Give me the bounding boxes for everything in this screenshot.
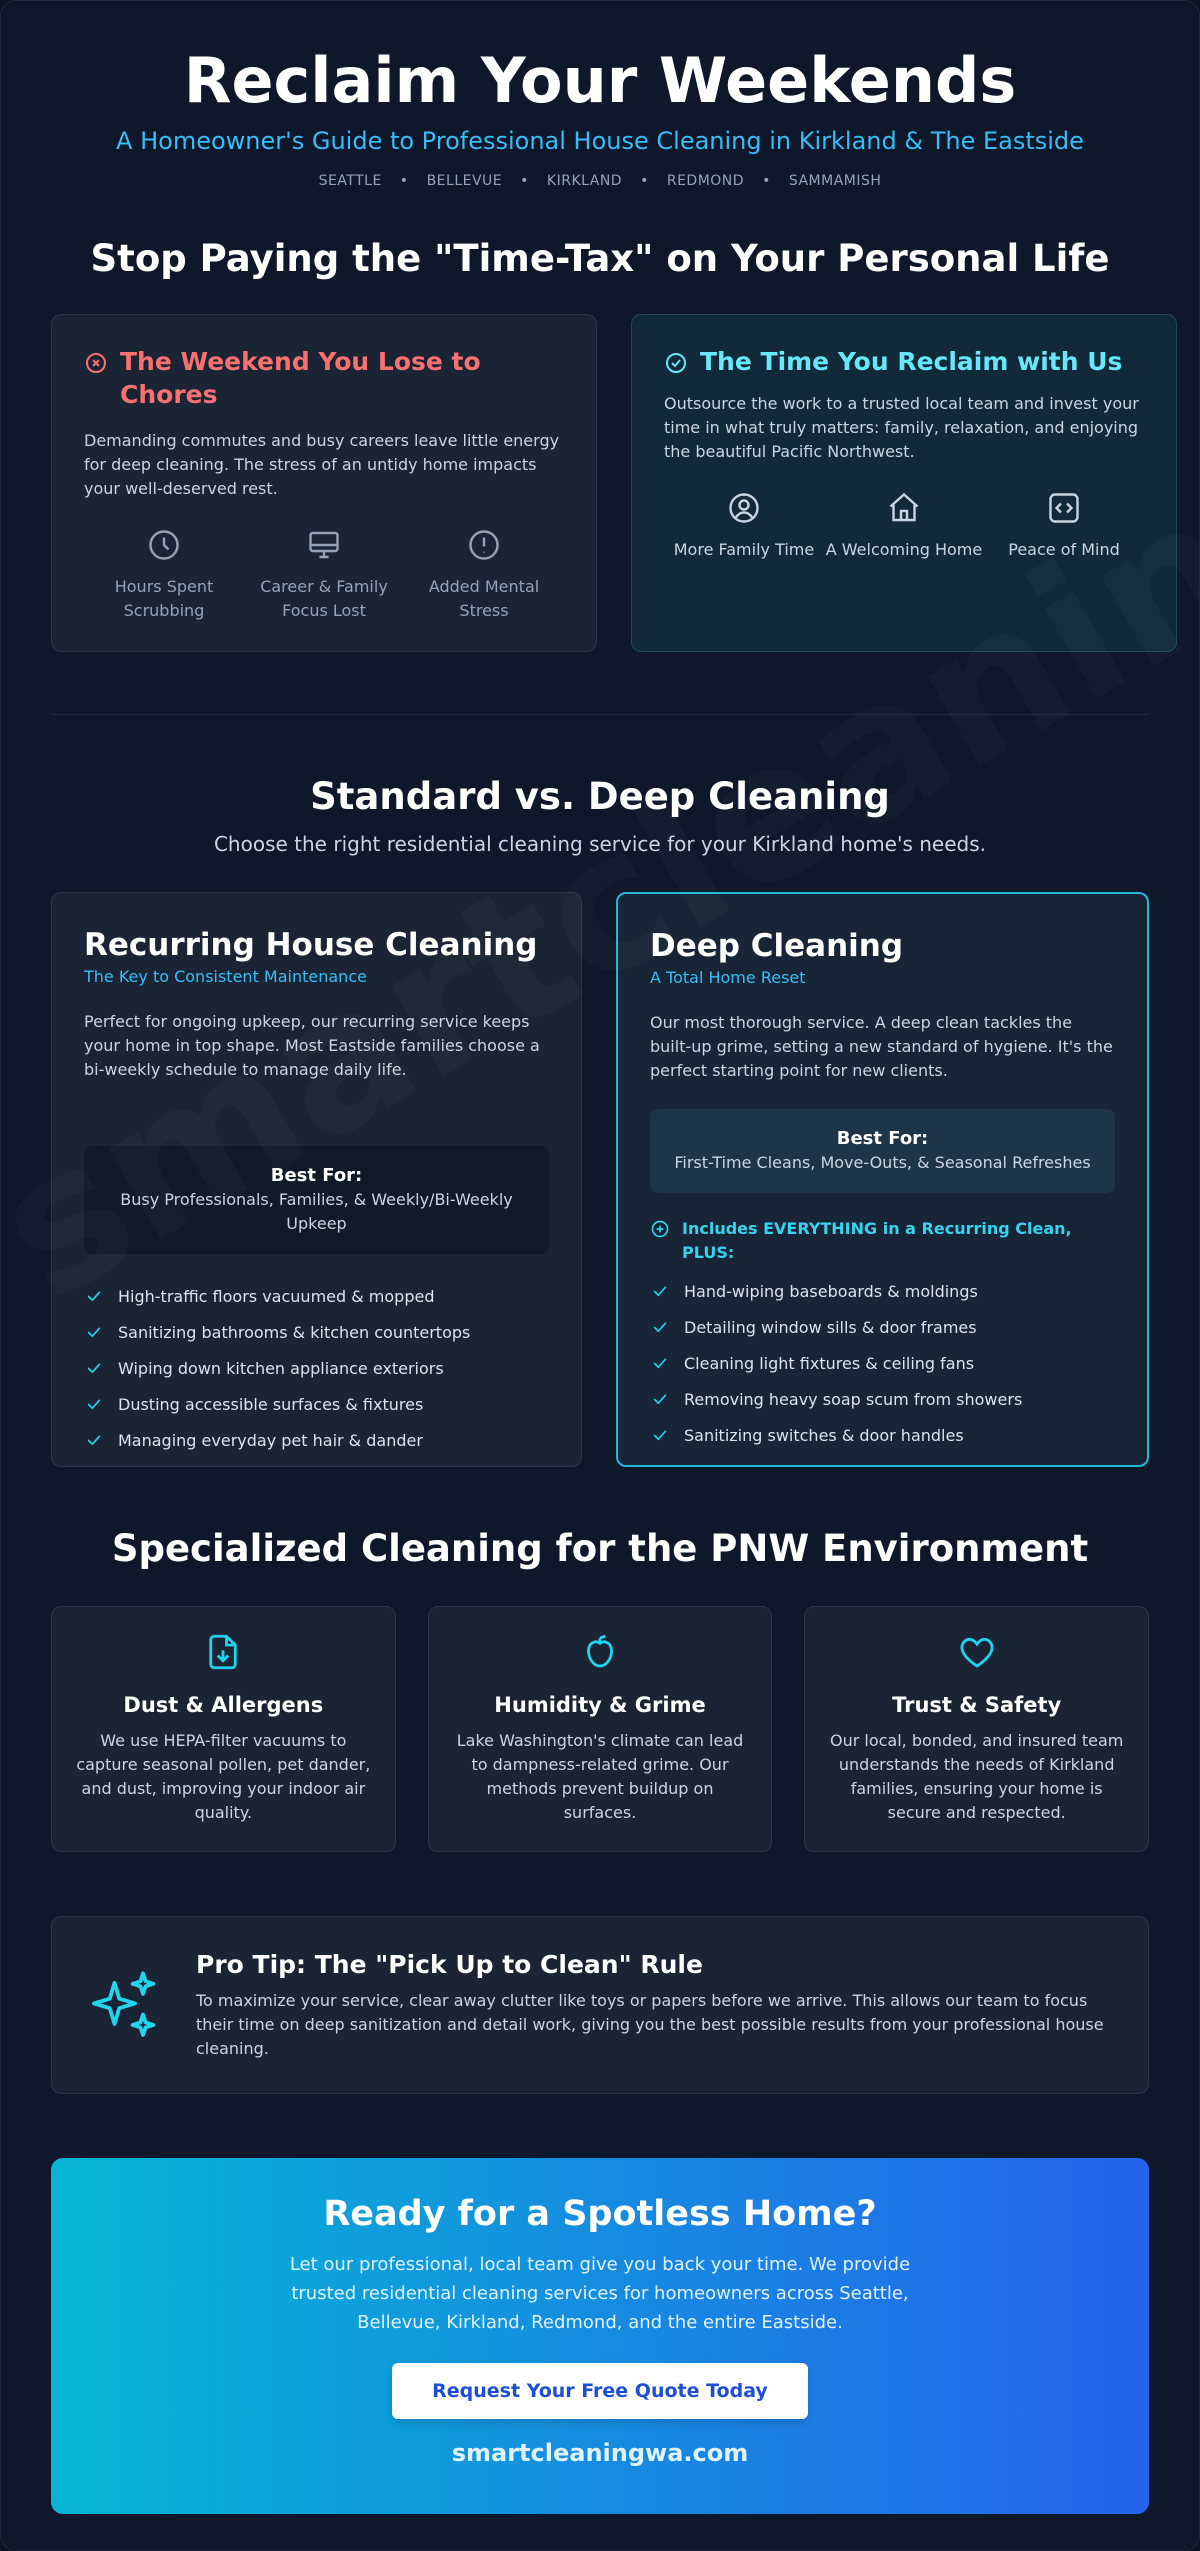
checklist-item-text: Cleaning light fixtures & ceiling fans — [684, 1353, 975, 1373]
solution-item-label: A Welcoming Home — [825, 540, 983, 559]
checklist-item-text: Dusting accessible surfaces & fixtures — [118, 1394, 424, 1414]
city-list — [1, 173, 1199, 189]
checklist-item-text: Wiping down kitchen appliance exteriors — [118, 1358, 444, 1378]
checklist-item — [84, 1386, 549, 1422]
check-icon — [650, 1317, 670, 1337]
pnw-card-text: We use HEPA-filter vacuums to capture seasonal pollen, pet dander, and dust, improving your indoor air quality. — [76, 1731, 371, 1822]
check-icon — [84, 1286, 104, 1306]
checklist-item — [650, 1345, 1115, 1381]
problem-item — [404, 527, 564, 623]
deep-card-title: Deep Cleaning — [650, 928, 904, 964]
checklist-item — [650, 1273, 1115, 1309]
comparison-subtitle: Choose the right residential cleaning service for your Kirkland home's needs. — [213, 832, 987, 856]
city-separator: • — [520, 173, 529, 189]
plus-circle-icon — [650, 1219, 670, 1239]
page-subtitle: A Homeowner's Guide to Professional House Cleaning in Kirkland & The Eastside — [116, 127, 1084, 155]
checklist-item-text: Removing heavy soap scum from showers — [684, 1389, 1023, 1409]
cta-text: Let our professional, local team give you back your time. We provide trusted residential cleaning services for homeowners across Seattle, Bellevue, Kirkland, Redmond, and the entire Eastside. — [289, 2254, 911, 2333]
checklist-item-text: Managing everyday pet hair & dander — [118, 1430, 423, 1450]
check-icon — [84, 1430, 104, 1450]
checklist-item — [650, 1417, 1115, 1453]
checklist-item — [84, 1422, 549, 1458]
deep-checklist — [650, 1273, 1115, 1453]
checklist-item-text: Detailing window sills & door frames — [684, 1317, 977, 1337]
city-separator: • — [762, 173, 771, 189]
solution-icon-row — [664, 490, 1144, 562]
heart-icon — [956, 1631, 998, 1673]
problem-item-label: Hours Spent Scrubbing — [114, 577, 214, 620]
solution-item-label: More Family Time — [673, 540, 815, 559]
recurring-card-text: Perfect for ongoing upkeep, our recurring service keeps your home in top shape. Most Eastside families choose a bi-weekly schedule to manage daily life. — [84, 1012, 540, 1079]
checklist-item-text: High-traffic floors vacuumed & mopped — [118, 1286, 435, 1306]
recurring-best-for-box — [84, 1146, 549, 1254]
checklist-item — [650, 1381, 1115, 1417]
best-for-text: Busy Professionals, Families, & Weekly/Bi-Weekly Upkeep — [120, 1190, 513, 1233]
problem-item — [244, 527, 404, 623]
solution-item — [984, 490, 1144, 562]
recurring-cleaning-card — [51, 892, 582, 1467]
check-icon — [650, 1281, 670, 1301]
includes-text: Includes EVERYTHING in a Recurring Clean, PLUS: — [682, 1219, 1072, 1262]
user-circle-icon — [726, 490, 762, 526]
city-item: SEATTLE — [318, 173, 382, 189]
deep-card-text: Our most thorough service. A deep clean tackles the built-up grime, setting a new standard of hygiene. It's the perfect starting point for new clients. — [650, 1013, 1113, 1080]
checklist-item — [84, 1278, 549, 1314]
check-icon — [84, 1358, 104, 1378]
recurring-checklist — [84, 1278, 549, 1458]
solution-card — [631, 314, 1177, 652]
pro-tip-title: Pro Tip: The "Pick Up to Clean" Rule — [196, 1949, 703, 1979]
city-item: BELLEVUE — [426, 173, 503, 189]
best-for-text: First-Time Cleans, Move-Outs, & Seasonal Refreshes — [674, 1153, 1091, 1172]
checklist-item-text: Sanitizing switches & door handles — [684, 1425, 964, 1445]
deep-best-for-box — [650, 1109, 1115, 1193]
city-item: SAMMAMISH — [788, 173, 882, 189]
solution-item-label: Peace of Mind — [1008, 540, 1120, 559]
cta-banner — [51, 2158, 1149, 2514]
file-download-icon — [202, 1631, 244, 1673]
pnw-card-text: Our local, bonded, and insured team understands the needs of Kirkland families, ensuring your home is secure and respected. — [830, 1731, 1124, 1822]
best-for-label: Best For: — [270, 1165, 363, 1186]
pnw-card-humidity — [428, 1606, 773, 1852]
solution-item — [664, 490, 824, 562]
code-icon — [1046, 490, 1082, 526]
checklist-item — [84, 1350, 549, 1386]
clock-icon — [146, 527, 182, 563]
checklist-item — [84, 1314, 549, 1350]
check-circle-icon — [664, 351, 688, 375]
time-tax-title: Stop Paying the "Time-Tax" on Your Personal Life — [90, 237, 1110, 280]
problem-card-header — [84, 345, 564, 411]
apple-icon — [579, 1631, 621, 1673]
alert-icon — [466, 527, 502, 563]
hero-header — [1, 1, 1199, 189]
pnw-cards-section — [1, 1606, 1199, 1852]
pro-tip-content — [196, 1950, 1114, 2061]
pro-tip-box — [51, 1916, 1149, 2094]
check-icon — [650, 1353, 670, 1373]
x-circle-icon — [84, 351, 108, 375]
problem-icon-row — [84, 527, 564, 623]
check-icon — [84, 1322, 104, 1342]
problem-item — [84, 527, 244, 623]
solution-item — [824, 490, 984, 562]
recurring-card-title: Recurring House Cleaning — [84, 927, 538, 963]
problem-solution-section — [1, 314, 1199, 652]
comparison-section — [1, 892, 1199, 1467]
request-quote-button[interactable]: Request Your Free Quote Today — [392, 2363, 808, 2419]
recurring-card-tagline: The Key to Consistent Maintenance — [84, 967, 367, 986]
website-link[interactable]: smartcleaningwa.com — [451, 2439, 749, 2467]
pnw-card-title: Trust & Safety — [892, 1693, 1062, 1717]
problem-card — [51, 314, 597, 652]
section-divider — [51, 714, 1149, 715]
city-item: KIRKLAND — [546, 173, 623, 189]
check-icon — [650, 1425, 670, 1445]
comparison-title: Standard vs. Deep Cleaning — [310, 775, 890, 818]
cta-title: Ready for a Spotless Home? — [323, 2194, 877, 2234]
deep-card-tagline: A Total Home Reset — [650, 968, 806, 987]
pro-tip-text: To maximize your service, clear away clutter like toys or papers before we arrive. This allows our team to focus their time on deep sanitization and detail work, giving you the best possible results from your professional house cleaning. — [196, 1990, 1104, 2058]
solution-card-text: Outsource the work to a trusted local team and invest your time in what truly matters: family, relaxation, and enjoying the beautiful Pacific Northwest. — [664, 394, 1139, 461]
pnw-card-trust — [804, 1606, 1149, 1852]
includes-everything-note — [650, 1217, 1115, 1265]
solution-card-header — [664, 345, 1144, 378]
checklist-item-text: Sanitizing bathrooms & kitchen countertops — [118, 1322, 471, 1342]
pnw-card-dust — [51, 1606, 396, 1852]
solution-card-title: The Time You Reclaim with Us — [700, 347, 1123, 376]
pnw-card-title: Dust & Allergens — [123, 1693, 324, 1717]
city-separator: • — [399, 173, 409, 189]
deep-cleaning-card — [616, 892, 1149, 1467]
problem-card-title: The Weekend You Lose to Chores — [120, 347, 481, 409]
check-icon — [650, 1389, 670, 1409]
pnw-section-title: Specialized Cleaning for the PNW Environment — [111, 1527, 1089, 1570]
city-separator: • — [640, 173, 649, 189]
pnw-card-text: Lake Washington's climate can lead to dampness-related grime. Our methods prevent buildup on surfaces. — [456, 1731, 744, 1822]
problem-card-text: Demanding commutes and busy careers leave little energy for deep cleaning. The stress of an untidy home impacts your well-deserved rest. — [84, 431, 560, 498]
best-for-label: Best For: — [836, 1128, 929, 1149]
problem-item-label: Added Mental Stress — [428, 577, 540, 620]
check-icon — [84, 1394, 104, 1414]
problem-item-label: Career & Family Focus Lost — [260, 577, 388, 620]
pnw-card-title: Humidity & Grime — [494, 1693, 706, 1717]
sparkles-icon — [86, 1967, 162, 2043]
city-item: REDMOND — [666, 173, 745, 189]
page-title: Reclaim Your Weekends — [183, 44, 1017, 117]
monitor-icon — [306, 527, 342, 563]
checklist-item — [650, 1309, 1115, 1345]
checklist-item-text: Hand-wiping baseboards & moldings — [684, 1281, 978, 1301]
home-icon — [886, 490, 922, 526]
